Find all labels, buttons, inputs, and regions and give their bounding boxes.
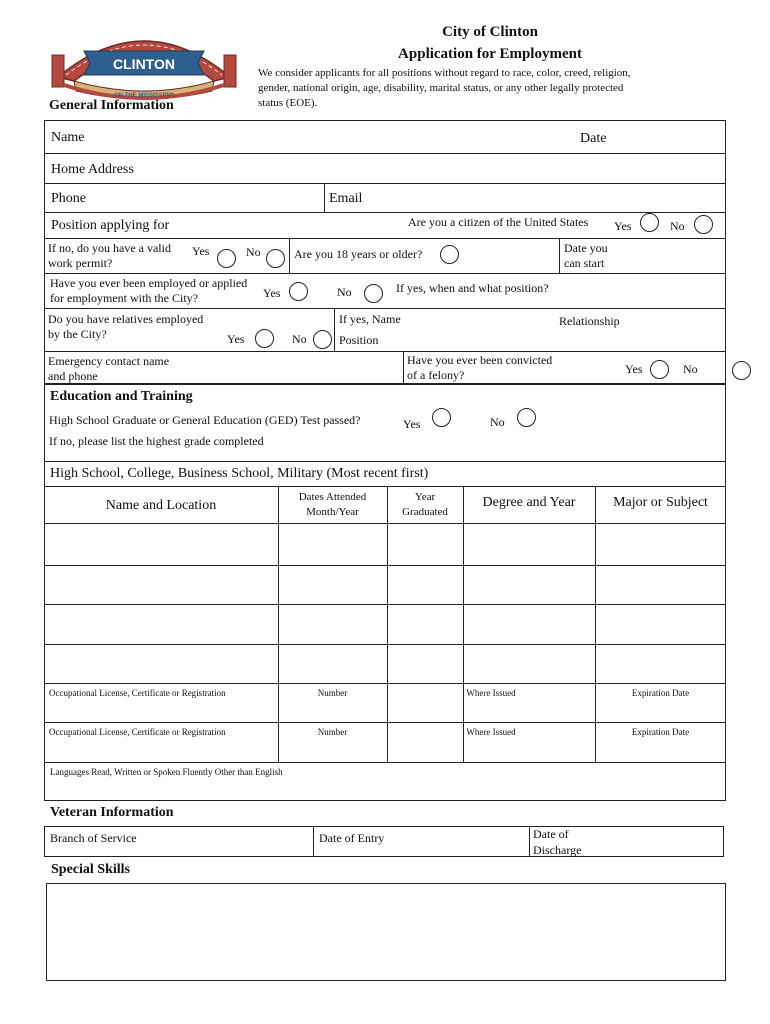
start-date-label-2[interactable]: can start	[564, 256, 605, 270]
relatives-no-label: No	[292, 332, 307, 346]
schools-heading: High School, College, Business School, Military (Most recent first)	[50, 466, 429, 481]
svg-text:CLINTON: CLINTON	[113, 56, 175, 72]
col-year-1: Year	[414, 491, 436, 503]
relatives-question-1: Do you have relatives employed	[48, 312, 204, 326]
relatives-no-radio[interactable]	[313, 330, 332, 349]
ged-yes-label: Yes	[403, 417, 421, 431]
prev-yes-radio[interactable]	[289, 282, 308, 301]
svg-text:WELCOME TO IOWA: WELCOME TO IOWA	[109, 30, 179, 37]
email-label[interactable]: Email	[329, 191, 363, 206]
citizen-no-label: No	[670, 219, 685, 233]
prev-yes-label: Yes	[263, 286, 281, 300]
col-dates-2: Month/Year	[306, 506, 359, 518]
emergency-contact-label-1[interactable]: Emergency contact name	[48, 354, 170, 368]
col-dates-1: Dates Attended	[298, 491, 367, 503]
ged-no-radio[interactable]	[517, 408, 536, 427]
date-of-discharge-label-1[interactable]: Date of	[533, 827, 569, 841]
branch-of-service-label[interactable]: Branch of Service	[50, 831, 137, 845]
education-heading: Education and Training	[50, 389, 193, 404]
felony-no-label: No	[683, 362, 698, 376]
general-info-heading: General Information	[49, 98, 174, 113]
prev-employment-question-2: for employment with the City?	[50, 291, 198, 305]
license-where-1[interactable]: Where Issued	[466, 688, 516, 698]
special-skills-heading: Special Skills	[51, 862, 130, 877]
license-number-2[interactable]: Number	[317, 727, 348, 737]
veteran-heading: Veteran Information	[50, 805, 174, 820]
license-label-1[interactable]: Occupational License, Certificate or Registration	[49, 688, 226, 698]
relationship-label[interactable]: Relationship	[559, 314, 620, 328]
school-row-4[interactable]	[44, 644, 726, 683]
date-of-entry-label[interactable]: Date of Entry	[319, 831, 385, 845]
col-year-2: Graduated	[402, 506, 448, 518]
date-of-discharge-label-2[interactable]: Discharge	[533, 843, 582, 857]
date-label[interactable]: Date	[580, 131, 607, 146]
languages-label[interactable]: Languages Read, Written or Spoken Fluently Other than English	[50, 767, 283, 777]
col-major-subject: Major or Subject	[613, 495, 708, 510]
home-address-label[interactable]: Home Address	[51, 162, 134, 177]
clinton-logo	[44, 15, 244, 100]
phone-label[interactable]: Phone	[51, 191, 86, 206]
age-radio[interactable]	[440, 245, 459, 264]
felony-question-1: Have you ever been convicted	[407, 353, 553, 367]
relative-name-label[interactable]: If yes, Name	[339, 312, 401, 326]
citizen-no-radio[interactable]	[694, 215, 713, 234]
title-line-1: City of Clinton	[442, 24, 538, 40]
permit-no-radio[interactable]	[266, 249, 285, 268]
felony-no-radio[interactable]	[732, 361, 751, 380]
license-number-1[interactable]: Number	[317, 688, 348, 698]
prev-no-radio[interactable]	[364, 284, 383, 303]
school-row-3[interactable]	[44, 604, 726, 644]
name-label[interactable]: Name	[51, 130, 85, 145]
col-degree-year: Degree and Year	[482, 495, 576, 510]
permit-yes-label: Yes	[192, 244, 210, 258]
citizen-question: Are you a citizen of the United States	[408, 215, 589, 229]
prev-when-label[interactable]: If yes, when and what position?	[396, 281, 549, 295]
eoe-text-3: status (EOE).	[258, 97, 318, 109]
special-skills-box[interactable]	[46, 883, 726, 981]
relatives-question-2: by the City?	[48, 327, 107, 341]
citizen-yes-radio[interactable]	[640, 213, 659, 232]
col-name-location: Name and Location	[105, 498, 217, 513]
citizen-yes-label: Yes	[614, 219, 632, 233]
eoe-text-1: We consider applicants for all positions without regard to race, color, creed, religion,	[258, 67, 631, 79]
work-permit-question-1: If no, do you have a valid	[48, 241, 171, 255]
relatives-yes-label: Yes	[227, 332, 245, 346]
license-label-2[interactable]: Occupational License, Certificate or Registration	[49, 727, 226, 737]
relative-position-label[interactable]: Position	[339, 333, 379, 347]
school-row-2[interactable]	[44, 565, 726, 604]
school-row-1[interactable]	[44, 523, 726, 565]
title-line-2: Application for Employment	[398, 46, 582, 62]
license-expiration-1[interactable]: Expiration Date	[631, 688, 690, 698]
prev-employment-question-1: Have you ever been employed or applied	[50, 276, 248, 290]
permit-yes-radio[interactable]	[217, 249, 236, 268]
emergency-contact-label-2[interactable]: and phone	[48, 369, 98, 383]
start-date-label-1[interactable]: Date you	[564, 241, 608, 255]
felony-yes-radio[interactable]	[650, 360, 669, 379]
eoe-text-2: gender, national origin, age, disability, marital status, or any other legally protected	[258, 82, 624, 94]
svg-text:ON THE MISSISSIPPI: ON THE MISSISSIPPI	[113, 93, 175, 99]
ged-no-label: No	[490, 415, 505, 429]
highest-grade-label[interactable]: If no, please list the highest grade completed	[49, 434, 264, 448]
license-where-2[interactable]: Where Issued	[466, 727, 516, 737]
age-question: Are you 18 years or older?	[294, 247, 423, 261]
felony-question-2: of a felony?	[407, 368, 465, 382]
work-permit-question-2: work permit?	[48, 256, 113, 270]
license-expiration-2[interactable]: Expiration Date	[631, 727, 690, 737]
position-label[interactable]: Position applying for	[51, 218, 170, 233]
felony-yes-label: Yes	[625, 362, 643, 376]
relatives-yes-radio[interactable]	[255, 329, 274, 348]
ged-question: High School Graduate or General Education (GED) Test passed?	[49, 413, 361, 427]
ged-yes-radio[interactable]	[432, 408, 451, 427]
prev-no-label: No	[337, 285, 352, 299]
permit-no-label: No	[246, 245, 261, 259]
